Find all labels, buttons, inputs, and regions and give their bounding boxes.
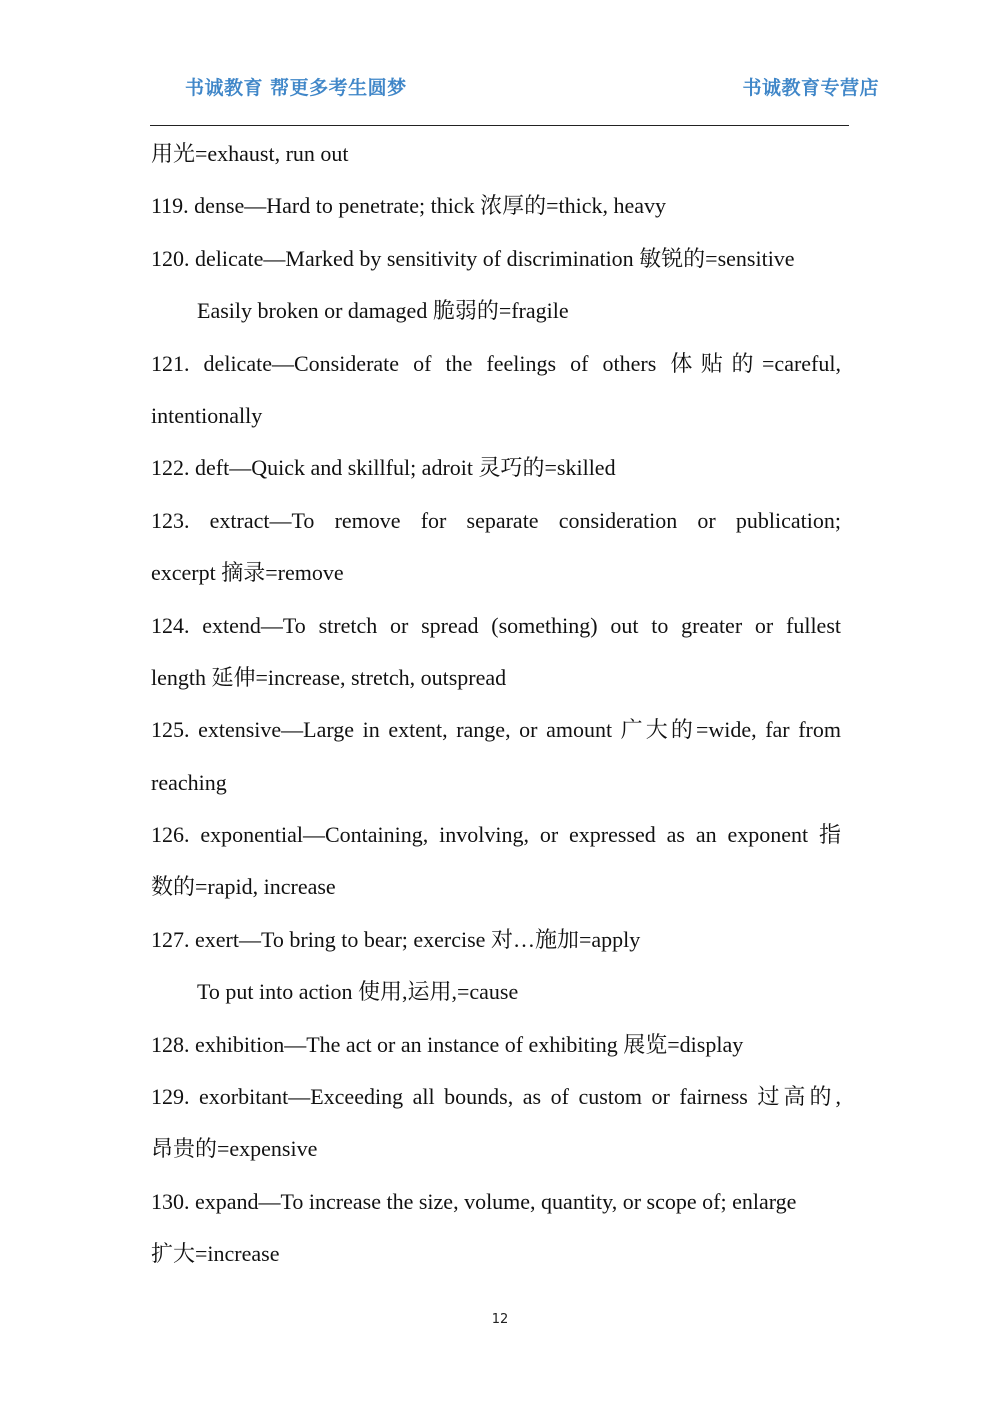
entry-125: 125. extensive—Large in extent, range, or amount 广大的=wide, far from [151, 717, 841, 743]
entry-124: 124. extend—To stretch or spread (something) out to greater or fullest [151, 612, 841, 638]
entry-130: 130. expand—To increase the size, volume, quantity, or scope of; enlarge [151, 1188, 797, 1214]
entry-120: 120. delicate—Marked by sensitivity of discrimination 敏锐的=sensitive [151, 245, 795, 271]
entry-122: 122. deft—Quick and skillful; adroit 灵巧的=skilled [151, 455, 616, 481]
entry-130-continuation: 扩大=increase [151, 1241, 280, 1267]
entry-128: 128. exhibition—The act or an instance of exhibiting 展览=display [151, 1031, 744, 1057]
entry-123: 123. extract—To remove for separate consideration or publication; [151, 507, 841, 533]
entry-121-continuation: intentionally [151, 402, 263, 428]
entry-126-continuation: 数的=rapid, increase [151, 874, 336, 900]
entry-126: 126. exponential—Containing, involving, or expressed as an exponent 指 [151, 822, 841, 848]
text-line: 用光=exhaust, run out [151, 141, 349, 166]
entry-129-continuation: 昂贵的=expensive [151, 1136, 318, 1162]
entry-121: 121. delicate—Considerate of the feelings of others 体贴的=careful, [151, 350, 841, 376]
entry-124-continuation: length 延伸=increase, stretch, outspread [151, 664, 507, 690]
header-divider [150, 125, 849, 126]
header-brand-slogan: 书诚教育 帮更多考生圆梦 [185, 77, 407, 99]
entry-129: 129. exorbitant—Exceeding all bounds, as of custom or fairness 过高的, [151, 1084, 841, 1110]
entry-123-continuation: excerpt 摘录=remove [151, 560, 344, 586]
entry-119: 119. dense—Hard to penetrate; thick 浓厚的=thick, heavy [151, 193, 667, 219]
entry-120-sense-2: Easily broken or damaged 脆弱的=fragile [197, 298, 569, 324]
header-store-name: 书诚教育专营店 [742, 77, 879, 99]
page-number: 12 [491, 1312, 509, 1327]
entry-127: 127. exert—To bring to bear; exercise 对…施加=apply [151, 926, 641, 952]
entry-127-sense-2: To put into action 使用,运用,=cause [197, 979, 519, 1005]
vocabulary-list [151, 137, 841, 1290]
entry-125-continuation: reaching [151, 769, 227, 795]
